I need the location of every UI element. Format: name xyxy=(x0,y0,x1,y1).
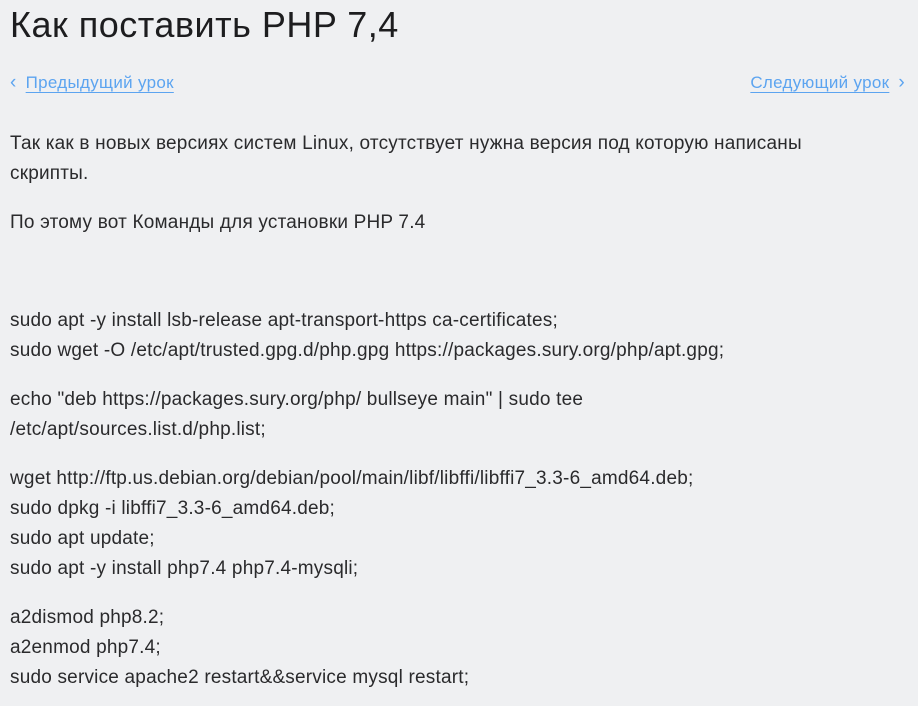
next-lesson-link[interactable] xyxy=(750,73,905,93)
chevron-right-icon: › xyxy=(898,71,905,93)
chevron-left-icon: ‹ xyxy=(10,71,17,93)
lesson-nav xyxy=(10,73,905,93)
page-title: Как поставить PHP 7,4 xyxy=(10,4,399,45)
paragraph: wget http://ftp.us.debian.org/debian/pool/main/libf/libffi/libffi7_3.3-6_amd64.deb; sudo dpkg -i libffi7_3.3-6_amd64.deb; sudo apt update; sudo apt -y install php7.4 php7.4-mysqli; xyxy=(10,468,694,579)
paragraph: Так как в новых версиях систем Linux, отсутствует нужна версия под которую написаны скрипты. xyxy=(10,133,802,184)
previous-lesson-link[interactable] xyxy=(10,73,174,93)
paragraph: sudo apt -y install lsb-release apt-transport-https ca-certificates; sudo wget -O /etc/apt/trusted.gpg.d/php.gpg https://packages.sury.org/php/apt.gpg; xyxy=(10,310,725,361)
next-lesson-label: Следующий урок xyxy=(750,73,890,92)
paragraph xyxy=(10,257,905,287)
paragraph: По этому вот Команды для установки PHP 7.4 xyxy=(10,212,426,233)
paragraph: echo "deb https://packages.sury.org/php/ bullseye main" | sudo tee /etc/apt/sources.list.d/php.list; xyxy=(10,389,584,440)
previous-lesson-label: Предыдущий урок xyxy=(25,73,174,92)
lesson-content xyxy=(10,129,905,693)
paragraph: a2dismod php8.2; a2enmod php7.4; sudo service apache2 restart&&service mysql restart; xyxy=(10,607,470,688)
